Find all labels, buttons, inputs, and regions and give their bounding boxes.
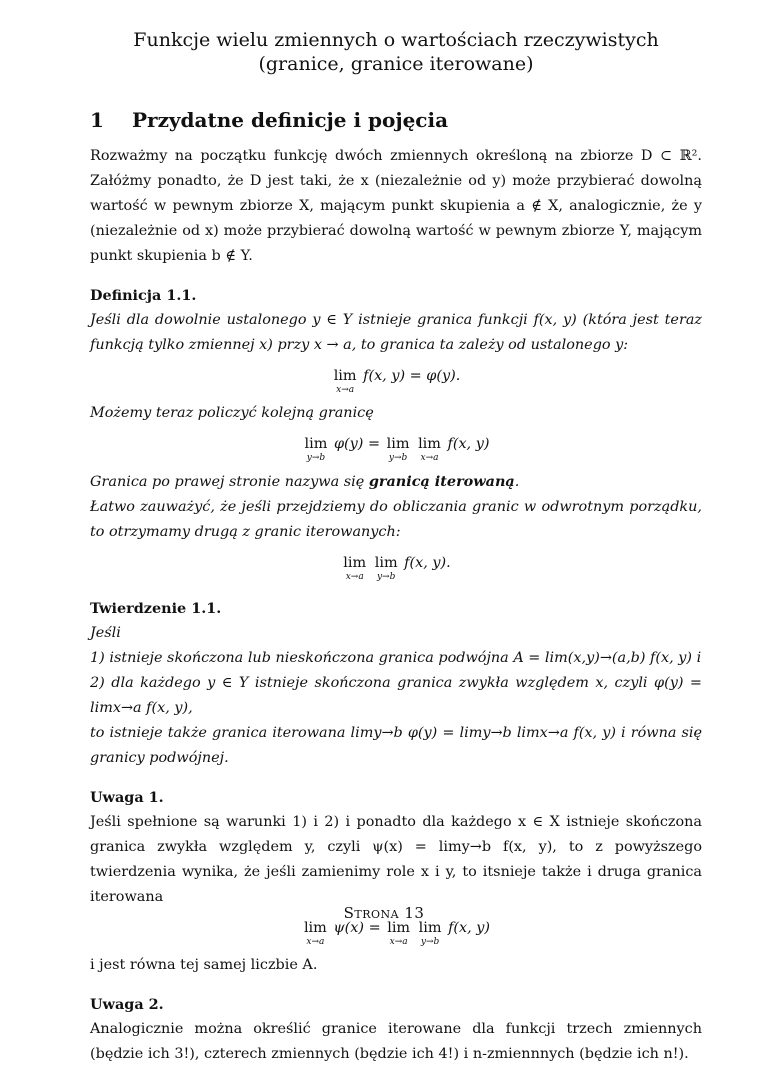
theorem-line-2: 2) dla każdego y ∈ Y istnieje skończona granica zwykła względem x, czyli φ(y) = limx→a f(x, y), (90, 675, 702, 716)
lim-label: lim (303, 920, 327, 936)
lim-sub: y→b (306, 453, 326, 463)
text-part: Granica po prawej stronie nazywa się (90, 474, 369, 490)
remark-2-heading: Uwaga 2. (90, 996, 164, 1013)
remark-2-text: Analogicznie można określić granice iterowane dla funkcji trzech zmiennych (będzie ich 3!), czterech zmiennych (będzie ich 4!) i n-zmiennnych (będzie ich n!). (90, 1021, 702, 1062)
page-footer: Strona 13 (343, 904, 425, 922)
theorem-heading: Twierdzenie 1.1. (90, 600, 222, 617)
definition-text-2: Możemy teraz policzyć kolejną granicę (90, 405, 374, 421)
remark-1-text-2: i jest równa tej samej liczbie A. (90, 957, 318, 973)
lim-sub: x→a (420, 453, 439, 463)
section-heading (90, 108, 702, 132)
lim-sub: x→a (306, 937, 325, 947)
lim-sub: y→b (420, 937, 440, 947)
lim-sub: x→a (345, 572, 364, 582)
formula-text: ψ(x) = (333, 920, 381, 936)
formula-limit-phi (90, 366, 702, 395)
lim-label: lim (374, 555, 398, 571)
definition-text: Jeśli dla dowolnie ustalonego y ∈ Y istnieje granica funkcji f(x, y) (która jest teraz funkcją tylko zmiennej x) przy x → a, to granica ta zależy od ustalonego y: (90, 312, 702, 353)
section-number: 1 (90, 108, 104, 132)
remark-1-text: Jeśli spełnione są warunki 1) i 2) i ponadto dla każdego x ∈ X istnieje skończona granica zwykła względem y, czyli ψ(x) = limy→b f(x, y), to z powyższego twierdzenia wynika, że jeśli zamienimy role x i y, to itsnieje także i druga granica iterowana (90, 814, 702, 905)
theorem-line-3: to istnieje także granica iterowana limy→b φ(y) = limy→b limx→a f(x, y) i równa się granicy podwójnej. (90, 725, 702, 766)
emphasis-term: granicą iterowaną (368, 473, 515, 490)
intro-paragraph: Rozważmy na początku funkcję dwóch zmiennych określoną na zbiorze D ⊂ ℝ². Załóżmy ponadto, że D jest taki, że x (niezależnie od y) może przybierać dowolną wartość w pewnym zbiorze X, mającym punkt skupienia a ∉ X, analogicznie, że y (niezależnie od x) może przybierać dowolną wartość w pewnym zbiorze Y, mającym punkt skupienia b ∉ Y. (90, 148, 702, 264)
formula-psi (90, 918, 702, 947)
lim-label: lim (304, 436, 328, 452)
lim-sub: x→a (389, 937, 408, 947)
title-line-2: (granice, granice iterowane) (258, 53, 534, 75)
document-title (90, 28, 702, 76)
definition-text-3 (90, 469, 702, 495)
remark-1-heading: Uwaga 1. (90, 789, 164, 806)
formula-text: f(x, y) (447, 436, 490, 452)
section-title: Przydatne definicje i pojęcia (132, 108, 449, 132)
title-line-1: Funkcje wielu zmiennych o wartościach rzeczywistych (133, 29, 659, 51)
lim-label: lim (387, 920, 411, 936)
formula-text: φ(y) = (333, 436, 381, 452)
formula-iterated-1 (90, 434, 702, 463)
formula-text: f(x, y) = φ(y). (363, 368, 461, 384)
text-part: . (514, 474, 520, 490)
definition-heading: Definicja 1.1. (90, 287, 197, 304)
lim-label: lim (418, 436, 441, 452)
lim-sub: y→b (376, 572, 396, 582)
lim-label: lim (386, 436, 410, 452)
lim-sub: y→b (388, 453, 408, 463)
theorem-line-1: 1) istnieje skończona lub nieskończona granica podwójna A = lim(x,y)→(a,b) f(x, y) i (90, 650, 702, 666)
formula-iterated-2 (90, 553, 702, 582)
lim-label: lim (343, 555, 367, 571)
definition-text-4: Łatwo zauważyć, że jeśli przejdziemy do obliczania granic w odwrotnym porządku, to otrzymamy drugą z granic iterowanych: (90, 499, 702, 540)
lim-label: lim (418, 920, 442, 936)
lim-sub: x→a (336, 385, 355, 395)
lim-label: lim (333, 368, 357, 384)
formula-text: f(x, y) (448, 920, 491, 936)
theorem-line-0: Jeśli (90, 625, 121, 641)
formula-text: f(x, y). (404, 555, 451, 571)
